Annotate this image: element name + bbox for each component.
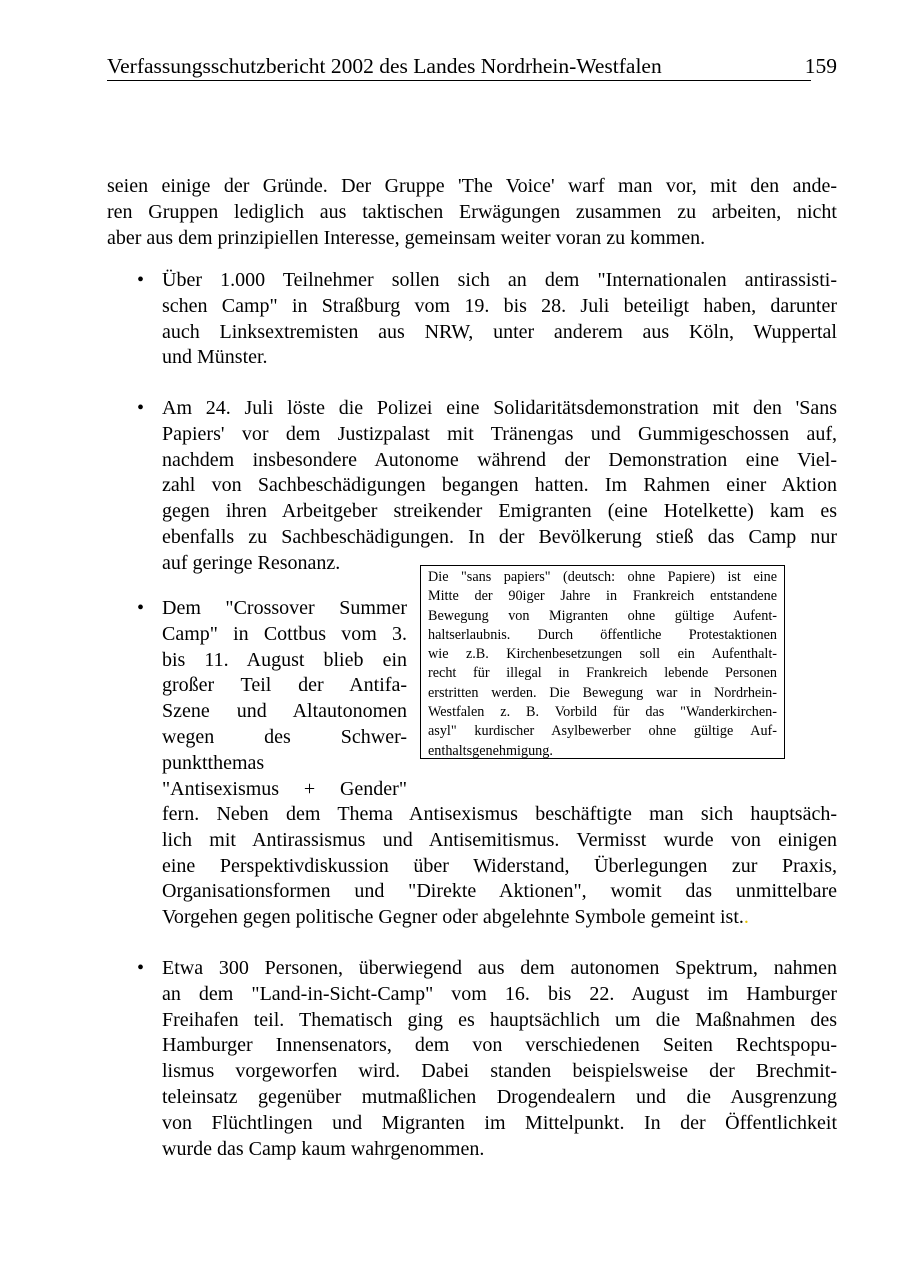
bullet-marker: • [137, 597, 145, 619]
text-line: schen Camp" in Straßburg vom 19. bis 28. Juli beteiligt haben, darunter [162, 294, 837, 317]
bullet-item-crossover-narrow [162, 596, 407, 802]
note-line: recht für illegal in Frankreich lebende Personen [428, 665, 777, 682]
text-line: eine Perspektivdiskussion über Widerstand, Überlegungen zur Praxis, [162, 854, 837, 877]
text-line: teleinsatz gegenüber mutmaßlichen Drogendealern und die Ausgrenzung [162, 1085, 837, 1108]
bullet-marker: • [137, 397, 145, 419]
header-title: Verfassungsschutzbericht 2002 des Landes Nordrhein-Westfalen [107, 54, 662, 78]
text-line-content: Vorgehen gegen politische Gegner oder abgelehnte Symbole gemeint ist. [162, 906, 744, 929]
note-line: Westfalen z. B. Vorbild für das "Wanderkirchen- [428, 704, 777, 721]
note-line: Die "sans papiers" (deutsch: ohne Papiere) ist eine [428, 569, 777, 585]
bullet-item-justizpalast [162, 396, 837, 577]
text-line: an dem "Land-in-Sicht-Camp" vom 16. bis 22. August im Hamburger [162, 982, 837, 1005]
text-line: "Antisexismus + Gender" [162, 777, 407, 800]
text-line: großer Teil der Antifa- [162, 674, 407, 697]
intro-paragraph [107, 174, 837, 251]
text-line: wurde das Camp kaum wahrgenommen. [162, 1137, 485, 1160]
text-line: lich mit Antirassismus und Antisemitismus. Vermisst wurde von einigen [162, 828, 837, 851]
text-line: Camp" in Cottbus vom 3. [162, 622, 407, 645]
text-line: gegen ihren Arbeitgeber streikender Emigranten (eine Hotelkette) kam es [162, 500, 837, 523]
text-line: Über 1.000 Teilnehmer sollen sich an dem "Internationalen antirassisti- [162, 269, 837, 291]
bullet-item-crossover-continued [162, 802, 837, 931]
text-line: lismus vorgeworfen wird. Dabei standen beispielsweise der Brechmit- [162, 1060, 837, 1083]
text-line: Am 24. Juli löste die Polizei eine Solidaritätsdemonstration mit den 'Sans [162, 397, 837, 419]
note-line: erstritten werden. Die Bewegung war in Nordrhein- [428, 684, 777, 701]
text-line [162, 905, 837, 931]
text-line: Freihafen teil. Thematisch ging es hauptsächlich um die Maßnahmen des [162, 1008, 837, 1031]
note-line: enthaltsgenehmigung. [428, 742, 553, 759]
text-line: auf geringe Resonanz. [162, 551, 341, 574]
note-line: Bewegung von Migranten ohne gültige Aufent- [428, 607, 777, 624]
page-header [107, 52, 837, 82]
text-line: Dem "Crossover Summer [162, 597, 407, 619]
bullet-item-strassburg [162, 268, 837, 371]
note-line: haltserlaubnis. Durch öffentliche Protestaktionen [428, 626, 777, 643]
text-line: zahl von Sachbeschädigungen begangen hatten. Im Rahmen einer Aktion [162, 474, 837, 497]
text-line: Hamburger Innensenators, dem von verschiedenen Seiten Rechtspopu- [162, 1034, 837, 1057]
text-line: auch Linksextremisten aus NRW, unter anderem aus Köln, Wuppertal [162, 320, 837, 343]
note-line: asyl" kurdischer Asylbewerber ohne gültige Auf- [428, 723, 777, 740]
note-line: Mitte der 90iger Jahre in Frankreich entstandene [428, 588, 777, 605]
sans-papiers-note-box [420, 565, 785, 759]
text-line: aber aus dem prinzipiellen Interesse, gemeinsam weiter voran zu kommen. [107, 226, 706, 249]
page-number: 159 [804, 54, 837, 78]
note-line: wie z.B. Kirchenbesetzungen soll ein Aufenthalt- [428, 646, 777, 663]
text-line: seien einige der Gründe. Der Gruppe 'The Voice' warf man vor, mit den ande- [107, 175, 837, 197]
text-line: Etwa 300 Personen, überwiegend aus dem autonomen Spektrum, nahmen [162, 957, 837, 979]
text-line: Szene und Altautonomen [162, 700, 407, 723]
text-line: und Münster. [162, 346, 268, 369]
highlight-mark: . [743, 906, 749, 929]
text-line: von Flüchtlingen und Migranten im Mittelpunkt. In der Öffentlichkeit [162, 1111, 837, 1134]
bullet-marker: • [137, 957, 145, 979]
text-line: bis 11. August blieb ein [162, 648, 407, 671]
text-line: Organisationsformen und "Direkte Aktionen", womit das unmittelbare [162, 880, 837, 903]
header-rule [107, 80, 811, 81]
text-line: Papiers' vor dem Justizpalast mit Tränengas und Gummigeschossen auf, [162, 422, 837, 445]
text-line: nachdem insbesondere Autonome während der Demonstration eine Viel- [162, 448, 837, 471]
text-line: punktthemas [162, 751, 265, 774]
text-line: fern. Neben dem Thema Antisexismus beschäftigte man sich hauptsäch- [162, 803, 837, 825]
text-line: ebenfalls zu Sachbeschädigungen. In der Bevölkerung stieß das Camp nur [162, 525, 837, 548]
bullet-marker: • [137, 269, 145, 291]
text-line: ren Gruppen lediglich aus taktischen Erwägungen zusammen zu arbeiten, nicht [107, 200, 837, 223]
text-line: wegen des Schwer- [162, 725, 407, 748]
bullet-item-hamburg [162, 956, 837, 1162]
